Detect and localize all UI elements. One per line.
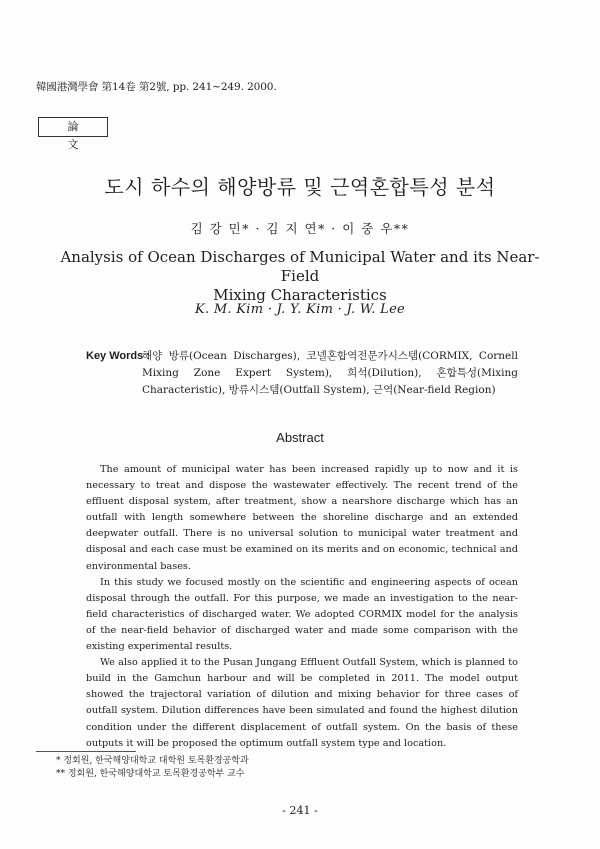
authors-korean: 김 강 민* · 김 지 연* · 이 중 우** — [190, 221, 410, 236]
title-korean: 도시 하수의 해양방류 및 근역혼합특성 분석 — [104, 175, 496, 199]
abstract-paragraph: The amount of municipal water has been increased rapidly up to now and it is necessary to treat and dispose the wastewater effectively. The recent trend of the effluent disposal system, after treatment, show a nearshore discharge which has an outfall with length somewhere between the shoreline discharge and an extended deepwater outfall. There is no universal solution to municipal water treatment and disposal and each case must be examined on its merits and on economic, technical and environmental bases. — [86, 464, 518, 572]
abstract-paragraph: In this study we focused mostly on the scientific and engineering aspects of ocean disposal through the outfall. For this purpose, we made an investigation to the near-field characteristics of discharged water. We adopted CORMIX model for the analysis of the near-field behavior of discharged water and made some comparison with the existing experimental results. — [86, 576, 518, 653]
keywords-section — [86, 348, 518, 399]
article-type-label: 論 文 — [38, 117, 108, 137]
footnote: ** 정회원, 한국해양대학교 토목환경공학부 교수 — [56, 769, 245, 779]
keywords-label: Key Words : — [86, 350, 150, 362]
keywords-text: 해양 방류(Ocean Discharges), 코넬혼합역전문가시스템(CORMIX, Cornell Mixing Zone Expert System), 희석(Dilution), 혼합특성(Mixing Characteristic), 방류시스템(Outfall System), 근역(Near-field Region) — [142, 350, 518, 396]
abstract-paragraph: We also applied it to the Pusan Jungang Effluent Outfall System, which is planned to build in the Gamchun harbour and will be completed in 2011. The model output showed the trajectoral variation of dilution and mixing behavior for three cases of outfall system. Dilution differences have been simulated and found the highest dilution condition under the different displacement of outfall system. On the basis of these outputs it will be proposed the optimum outfall system type and location. — [86, 657, 518, 749]
footnote: * 정회원, 한국해양대학교 대학원 토목환경공학과 — [56, 756, 249, 766]
title-english-line-1: Analysis of Ocean Discharges of Municipal Water and its Near-Field — [60, 248, 540, 285]
footnotes — [56, 755, 249, 781]
journal-header: 韓國港灣學會 第14卷 第2號, pp. 241∼249. 2000. — [36, 81, 277, 93]
abstract-body — [86, 462, 518, 752]
title-english — [60, 248, 540, 305]
footnote-divider — [36, 751, 136, 752]
page-number: - 241 - — [282, 804, 318, 817]
title-english-line-2: Mixing Characteristics — [213, 286, 387, 304]
authors-english: K. M. Kim · J. Y. Kim · J. W. Lee — [194, 302, 406, 317]
abstract-heading: Abstract — [276, 430, 324, 445]
